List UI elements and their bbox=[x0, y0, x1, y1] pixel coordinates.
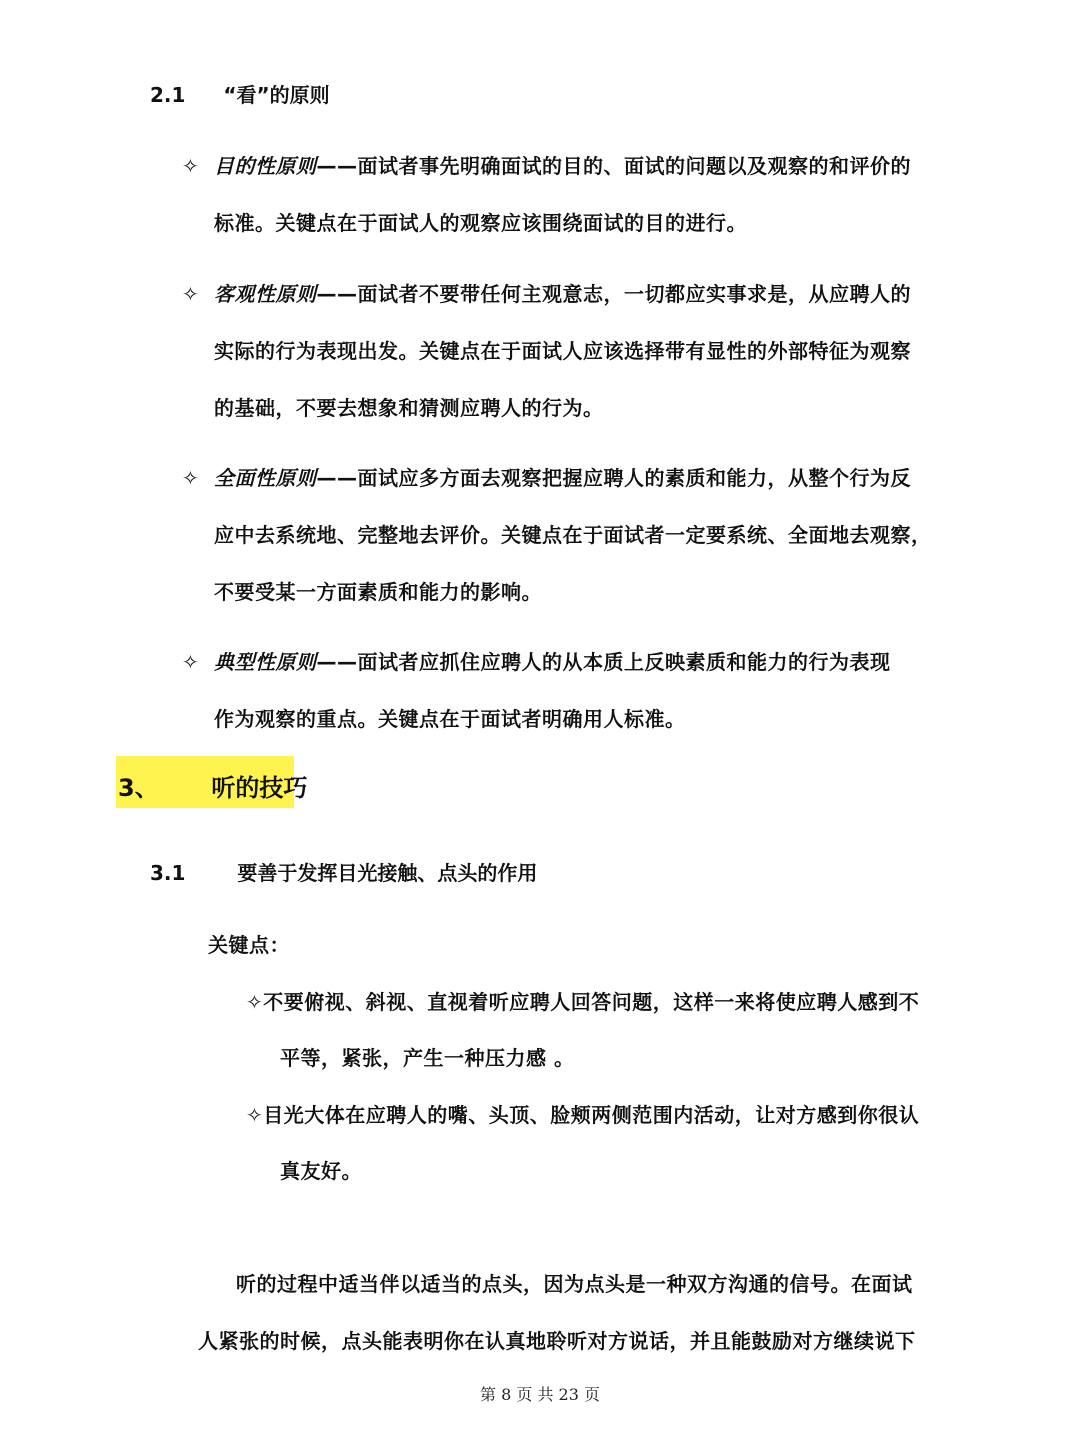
principle-text: 面试者应抓住应聘人的从本质上反映素质和能力的行为表现 bbox=[357, 650, 891, 674]
principle-text-line: 标准。关键点在于面试人的观察应该围绕面试的目的进行。 bbox=[214, 211, 747, 235]
principle-term: 典型性原则 bbox=[214, 650, 317, 674]
principle-text: 面试应多方面去观察把握应聘人的素质和能力，从整个行为反 bbox=[357, 466, 911, 490]
key-points-label: 关键点： bbox=[208, 933, 290, 957]
principle-text-line: 的基础，不要去想象和猜测应聘人的行为。 bbox=[214, 396, 604, 420]
key-point-text-line: 平等，紧张，产生一种压力感 。 bbox=[280, 1046, 575, 1070]
paragraph-line: 人紧张的时候，点头能表明你在认真地聆听对方说话，并且能鼓励对方继续说下 bbox=[198, 1329, 916, 1353]
page-footer: 第 8 页 共 23 页 bbox=[480, 1385, 600, 1404]
section-2-1-heading bbox=[150, 79, 330, 108]
sparkle-bullet-icon: ✧ bbox=[182, 650, 200, 674]
section-3-heading bbox=[118, 768, 307, 803]
sparkle-bullet-icon: ✧ bbox=[182, 154, 200, 178]
principle-text: 面试者事先明确面试的目的、面试的问题以及观察的和评价的 bbox=[357, 154, 911, 178]
key-point-item bbox=[246, 986, 919, 1015]
principle-dash: —— bbox=[316, 466, 358, 490]
principle-dash: —— bbox=[316, 650, 358, 674]
sparkle-bullet-icon: ✧ bbox=[246, 990, 264, 1014]
section-number: 3.1 bbox=[150, 861, 186, 885]
principle-item bbox=[182, 278, 911, 307]
principle-text-line: 实际的行为表现出发。关键点在于面试人应该选择带有显性的外部特征为观察 bbox=[214, 339, 911, 363]
principle-text-line: 作为观察的重点。关键点在于面试者明确用人标准。 bbox=[214, 707, 686, 731]
section-title: “看”的原则 bbox=[223, 83, 330, 107]
principle-term: 客观性原则 bbox=[214, 282, 317, 306]
section-number: 3、 bbox=[118, 774, 159, 802]
key-point-text-line: 真友好。 bbox=[280, 1159, 362, 1183]
principle-text: 面试者不要带任何主观意志，一切都应实事求是，从应聘人的 bbox=[357, 282, 911, 306]
principle-item bbox=[182, 646, 891, 675]
key-point-item bbox=[246, 1099, 919, 1128]
principle-item bbox=[182, 462, 911, 491]
principle-term: 全面性原则 bbox=[214, 466, 317, 490]
principle-item bbox=[182, 150, 911, 179]
key-point-text: 目光大体在应聘人的嘴、头顶、脸颊两侧范围内活动，让对方感到你很认 bbox=[263, 1103, 920, 1127]
sparkle-bullet-icon: ✧ bbox=[246, 1103, 264, 1127]
sparkle-bullet-icon: ✧ bbox=[182, 282, 200, 306]
principle-text-line: 不要受某一方面素质和能力的影响。 bbox=[214, 580, 542, 604]
sparkle-bullet-icon: ✧ bbox=[182, 466, 200, 490]
principle-text-line: 应中去系统地、完整地去评价。关键点在于面试者一定要系统、全面地去观察， bbox=[214, 523, 932, 547]
principle-term: 目的性原则 bbox=[214, 154, 317, 178]
section-3-1-heading bbox=[150, 857, 537, 886]
paragraph-line: 听的过程中适当伴以适当的点头，因为点头是一种双方沟通的信号。在面试 bbox=[236, 1272, 913, 1296]
principle-dash: —— bbox=[316, 282, 358, 306]
principle-dash: —— bbox=[316, 154, 358, 178]
section-title: 要善于发挥目光接触、点头的作用 bbox=[237, 861, 538, 885]
key-point-text: 不要俯视、斜视、直视着听应聘人回答问题，这样一来将使应聘人感到不 bbox=[263, 990, 920, 1014]
section-number: 2.1 bbox=[150, 83, 186, 107]
section-title: 听的技巧 bbox=[211, 774, 308, 802]
